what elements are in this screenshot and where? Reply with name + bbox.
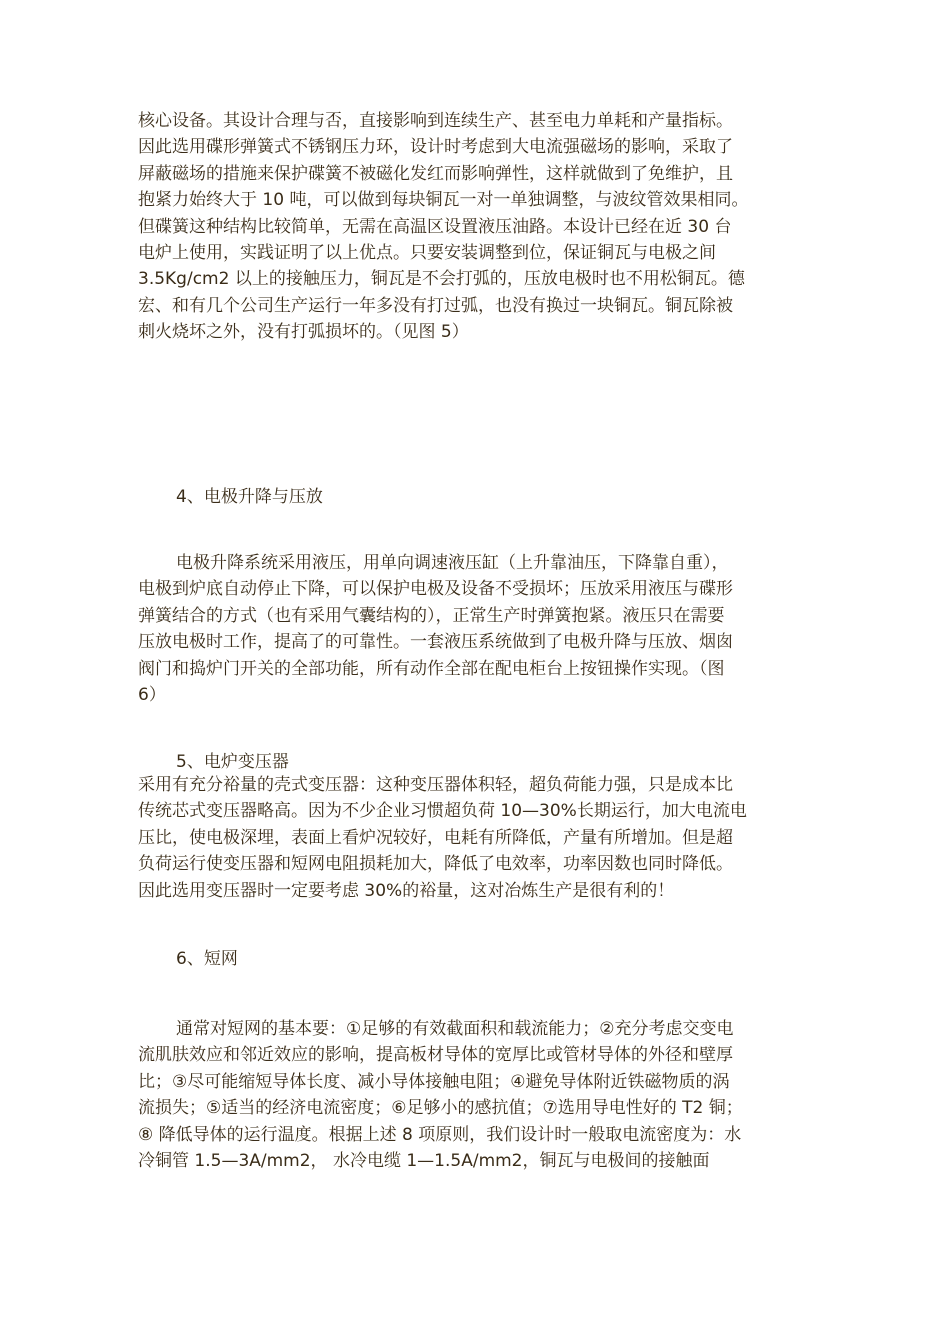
section-heading-4: 4、电极升降与压放 [176,487,323,507]
paragraph-electrode-lifting [138,550,818,708]
text-line: ⑧ 降低导体的运行温度。根据上述 8 项原则，我们设计时一般取电流密度为：水 [138,1124,742,1145]
text-line: 传统芯式变压器略高。因为不少企业习惯超负荷 10—30%长期运行，加大电流电 [138,801,747,822]
text-line: 弹簧结合的方式（也有采用气囊结构的），正常生产时弹簧抱紧。液压只在需要 [138,605,725,626]
text-line: 屏蔽磁场的措施来保护碟簧不被磁化发红而影响弹性，这样就做到了免维护，且 [138,163,733,184]
text-line: 冷铜管 1.5—3A/mm2， 水冷电缆 1—1.5A/mm2，铜瓦与电极间的接触面 [138,1150,710,1171]
text-line: 电炉上使用，实践证明了以上优点。只要安装调整到位，保证铜瓦与电极之间 [138,242,716,263]
text-line: 抱紧力始终大于 10 吨，可以做到每块铜瓦一对一单独调整，与波纹管效果相同。 [138,190,749,211]
text-line: 电极升降系统采用液压，用单向调速液压缸（上升靠油压，下降靠自重）， [176,553,729,573]
text-line: 电极到炉底自动停止下降，可以保护电极及设备不受损坏；压放采用液压与碟形 [138,579,733,600]
text-line: 采用有充分裕量的壳式变压器：这种变压器体积轻，超负荷能力强，只是成本比 [138,775,733,795]
text-line: 因此选用碟形弹簧式不锈钢压力环，设计时考虑到大电流强磁场的影响，采取了 [138,137,733,158]
section-heading-6: 6、短网 [176,949,238,969]
text-line: 因此选用变压器时一定要考虑 30%的裕量，这对冶炼生产是很有利的！ [138,880,675,901]
text-line: 阀门和捣炉门开关的全部功能，所有动作全部在配电柜台上按钮操作实现。（图 [138,658,725,679]
paragraph-transformer [138,772,818,904]
text-line: 比；③尽可能缩短导体长度、减小导体接触电阻；④避免导体附近铁磁物质的涡 [138,1071,730,1092]
paragraph-short-network [138,1016,818,1174]
text-line: 核心设备。其设计合理与否，直接影响到连续生产、甚至电力单耗和产量指标。 [138,111,733,131]
text-line: 负荷运行使变压器和短网电阻损耗加大，降低了电效率，功率因数也同时降低。 [138,854,733,875]
text-line: 但碟簧这种结构比较简单，无需在高温区设置液压油路。本设计已经在近 30 台 [138,216,732,237]
text-line: 宏、和有几个公司生产运行一年多没有打过弧，也没有换过一块铜瓦。铜瓦除被 [138,295,733,316]
text-line: 流损失；⑤适当的经济电流密度；⑥足够小的感抗值；⑦选用导电性好的 T2 铜； [138,1098,743,1119]
text-line: 刺火烧坏之外，没有打弧损坏的。（见图 5） [138,322,469,343]
paragraph-electrode-clamp [138,108,818,346]
text-line: 流肌肤效应和邻近效应的影响，提高板材导体的宽厚比或管材导体的外径和壁厚 [138,1045,733,1066]
text-line: 通常对短网的基本要：①足够的有效截面积和载流能力；②充分考虑交变电 [176,1019,734,1039]
text-line: 压放电极时工作，提高了的可靠性。一套液压系统做到了电极升降与压放、烟囱 [138,632,733,653]
section-heading-5: 5、电炉变压器 [176,752,289,772]
text-line: 压比，使电极深埋，表面上看炉况较好，电耗有所降低，产量有所增加。但是超 [138,827,733,848]
text-line: 6） [138,684,166,705]
text-line: 3.5Kg/cm2 以上的接触压力，铜瓦是不会打弧的，压放电极时也不用松铜瓦。德 [138,269,745,290]
